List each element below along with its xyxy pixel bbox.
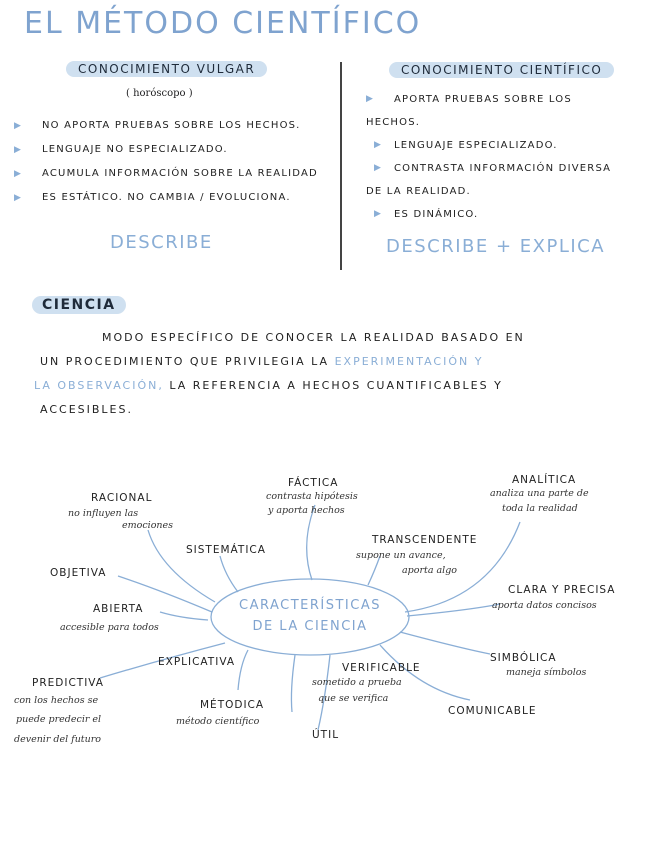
bullet-arrow-icon: ▶ <box>14 145 23 155</box>
branch-metodica <box>238 650 248 690</box>
node-predictiva: PREDICTIVA <box>32 677 104 689</box>
bullet-arrow-icon: ▶ <box>374 209 383 219</box>
node-racional: RACIONAL <box>91 492 153 504</box>
vulgar-heading: CONOCIMIENTO VULGAR <box>66 61 267 77</box>
list-item-continuation: HECHOS. <box>366 117 421 128</box>
bullet-arrow-icon: ▶ <box>374 163 383 173</box>
node-transcendente: TRANSCENDENTE <box>372 534 478 546</box>
cientifico-list <box>366 88 611 226</box>
page-title: EL MÉTODO CIENTÍFICO <box>24 6 422 41</box>
bullet-arrow-icon: ▶ <box>14 121 23 131</box>
node-predictiva-desc: puede predecir el <box>16 714 102 725</box>
node-simbolica-desc: maneja símbolos <box>506 667 587 678</box>
node-verificable-desc: que se verifica <box>318 693 389 704</box>
mindmap-center: CARACTERÍSTICAS DE LA CIENCIA <box>239 598 381 634</box>
node-racional-desc: no influyen las <box>68 508 139 519</box>
node-metodica: MÉTODICA <box>200 699 265 711</box>
vulgar-list <box>14 114 318 210</box>
node-explicativa: EXPLICATIVA <box>158 656 236 668</box>
node-sistematica: SISTEMÁTICA <box>186 544 266 556</box>
cientifico-heading: CONOCIMIENTO CIENTÍFICO <box>389 62 614 78</box>
node-clara-desc: aporta datos concisos <box>492 600 597 611</box>
definition-line: LA OBSERVACIÓN, LA REFERENCIA A HECHOS CUANTIFICABLES Y <box>34 379 503 392</box>
bullet-arrow-icon: ▶ <box>14 169 23 179</box>
branch-clara <box>407 604 500 616</box>
bullet-arrow-icon: ▶ <box>14 193 23 203</box>
cientifico-verb: DESCRIBE + EXPLICA <box>386 236 606 257</box>
node-factica-desc: contrasta hipótesis <box>266 491 358 502</box>
node-verificable: VERIFICABLE <box>342 662 421 674</box>
definition-line: MODO ESPECÍFICO DE CONOCER LA REALIDAD BASADO EN <box>102 331 525 344</box>
branch-factica <box>307 505 315 580</box>
node-abierta: ABIERTA <box>93 603 144 615</box>
node-metodica-desc: método científico <box>176 716 260 727</box>
list-item-continuation: DE LA REALIDAD. <box>366 186 471 197</box>
column-divider <box>340 62 342 270</box>
definition-line: UN PROCEDIMIENTO QUE PRIVILEGIA LA EXPERIMENTACIÓN Y <box>40 355 484 368</box>
branch-abierta <box>160 612 208 620</box>
definition-line: ACCESIBLES. <box>40 403 133 416</box>
list-item: ▶ LENGUAJE NO ESPECIALIZADO. <box>14 138 318 162</box>
branch-racional <box>148 530 215 602</box>
list-item: ▶ APORTA PRUEBAS SOBRE LOS <box>366 88 611 111</box>
branch-sistematica <box>220 556 238 592</box>
node-factica: FÁCTICA <box>288 477 339 489</box>
node-clara: CLARA Y PRECISA <box>508 584 616 596</box>
bullet-arrow-icon: ▶ <box>374 140 383 150</box>
list-item: ▶ ES DINÁMICO. <box>366 203 611 226</box>
ciencia-definition <box>34 326 640 422</box>
branch-simbolica <box>400 632 490 654</box>
node-objetiva: OBJETIVA <box>50 567 107 579</box>
list-item: ▶ NO APORTA PRUEBAS SOBRE LOS HECHOS. <box>14 114 318 138</box>
node-abierta-desc: accesible para todos <box>60 622 159 633</box>
node-comunicable: COMUNICABLE <box>448 705 537 717</box>
vulgar-verb: DESCRIBE <box>110 232 213 253</box>
list-item: ▶ CONTRASTA INFORMACIÓN DIVERSA <box>366 157 611 180</box>
node-verificable-desc: sometido a prueba <box>312 677 402 688</box>
node-transcendente-desc: aporta algo <box>402 565 458 576</box>
list-item: ▶ LENGUAJE ESPECIALIZADO. <box>366 134 611 157</box>
node-predictiva-desc: devenir del futuro <box>14 734 102 745</box>
node-util: ÚTIL <box>312 729 340 741</box>
node-transcendente-desc: supone un avance, <box>356 550 446 561</box>
node-analitica-desc: toda la realidad <box>502 503 578 514</box>
node-analitica-desc: analiza una parte de <box>490 488 589 499</box>
ciencia-heading: CIENCIA <box>32 296 126 314</box>
bullet-arrow-icon: ▶ <box>366 94 375 104</box>
node-analitica: ANALÍTICA <box>512 474 577 486</box>
list-item: ▶ ACUMULA INFORMACIÓN SOBRE LA REALIDAD <box>14 162 318 186</box>
node-factica-desc: y aporta hechos <box>268 505 345 516</box>
node-predictiva-desc: con los hechos se <box>14 695 99 706</box>
list-item: ▶ ES ESTÁTICO. NO CAMBIA / EVOLUCIONA. <box>14 186 318 210</box>
node-simbolica: SIMBÓLICA <box>490 652 557 664</box>
node-racional-desc: emociones <box>122 520 174 531</box>
vulgar-example: ( horóscopo ) <box>126 88 193 99</box>
branch-verificable <box>291 655 295 712</box>
